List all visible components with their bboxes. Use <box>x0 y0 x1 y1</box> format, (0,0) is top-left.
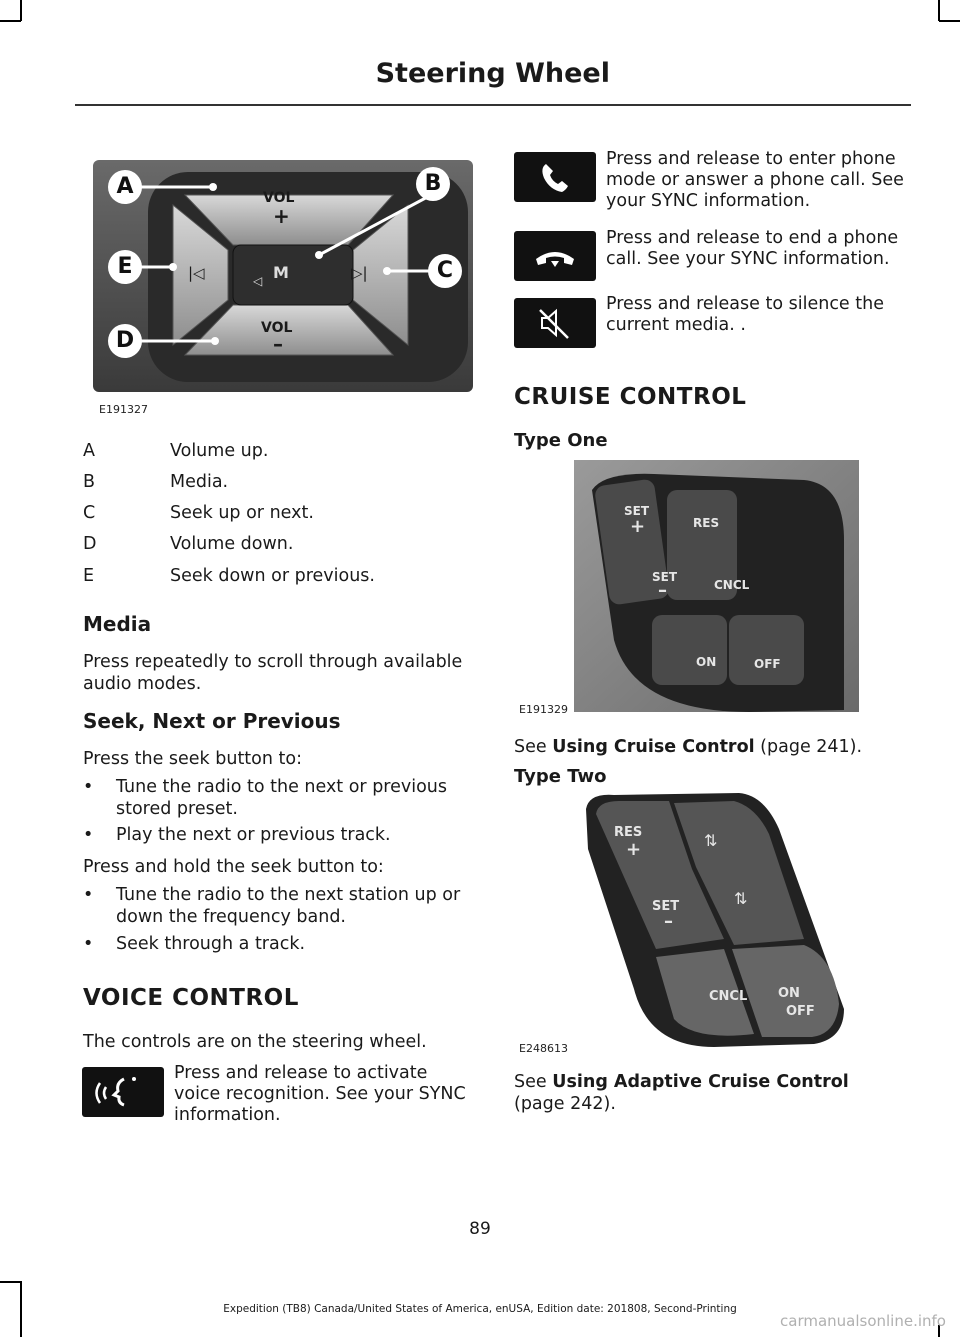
mute-icon <box>514 298 596 348</box>
set-plus-icon: + <box>630 516 646 537</box>
type-one-reference <box>514 736 862 758</box>
legend-key: E <box>83 566 95 586</box>
phone-end-text: Press and release to end a phone call. See your SYNC information. <box>606 228 899 269</box>
res-plus-label: RES <box>614 825 643 840</box>
type-two-heading: Type Two <box>514 766 607 787</box>
gap-increase-icon: ⇅ <box>704 831 718 850</box>
page-title: Steering Wheel <box>375 58 610 89</box>
crop-mark <box>20 0 22 21</box>
callout-e: E <box>108 250 142 284</box>
mute-text: Press and release to silence the current media. . <box>606 294 884 335</box>
edition-line: Expedition (TB8) Canada/United States of America, enUSA, Edition date: 201808, Second-Printing <box>223 1303 737 1315</box>
using-cruise-control-link[interactable]: Using Cruise Control <box>552 737 755 757</box>
cruise-control-heading: CRUISE CONTROL <box>514 384 747 410</box>
cncl-label: CNCL <box>714 578 750 592</box>
seek-press-intro: Press the seek button to: <box>83 749 302 769</box>
cncl-label: CNCL <box>709 989 748 1004</box>
see-text: See <box>514 737 547 757</box>
set-minus-icon: – <box>658 580 667 601</box>
figure-id: E248613 <box>519 1042 568 1055</box>
media-heading: Media <box>83 612 152 636</box>
set-minus-icon: – <box>664 911 673 932</box>
callout-d: D <box>108 324 142 358</box>
voice-icon-box <box>82 1067 164 1117</box>
mute-box <box>514 298 596 348</box>
vol-down-minus-icon: – <box>273 332 283 356</box>
vol-down-label: VOL <box>261 320 293 336</box>
on-label: ON <box>778 986 800 1001</box>
off-label: OFF <box>754 657 781 671</box>
mode-button-label: M <box>273 263 289 282</box>
bullet-dot: • <box>83 825 94 845</box>
voice-icon-text: Press and release to activate voice recognition. See your SYNC information. <box>174 1063 466 1125</box>
crop-mark <box>0 1281 21 1283</box>
seek-down-icon: |◁ <box>188 264 205 282</box>
type-two-reference <box>514 1071 894 1115</box>
bullet-dot: • <box>83 934 94 954</box>
callout-a: A <box>108 170 142 204</box>
svg-text:◁: ◁ <box>253 274 263 288</box>
legend-key: C <box>83 503 96 523</box>
phone-end-box <box>514 231 596 281</box>
media-body: Press repeatedly to scroll through available audio modes. <box>83 652 463 694</box>
legend-text: Seek up or next. <box>170 503 314 523</box>
crop-mark <box>939 20 960 22</box>
legend-key: A <box>83 441 95 461</box>
cruise-type-one-photo <box>574 460 859 712</box>
legend-key: B <box>83 472 96 492</box>
crop-mark <box>938 0 940 21</box>
bullet-dot: • <box>83 885 94 905</box>
bullet-dot: • <box>83 777 94 797</box>
voice-control-heading: VOICE CONTROL <box>83 985 299 1011</box>
figure-id: E191327 <box>99 403 148 416</box>
set-plus-label: SET <box>624 504 650 518</box>
callout-c: C <box>428 254 462 288</box>
vol-up-label: VOL <box>263 190 295 206</box>
phone-end-icon <box>514 231 596 281</box>
phone-answer-box <box>514 152 596 202</box>
page-ref: (page 242). <box>514 1094 616 1114</box>
legend-text: Media. <box>170 472 229 492</box>
page-ref: (page 241). <box>760 737 863 757</box>
type-one-heading: Type One <box>514 430 608 451</box>
phone-answer-icon <box>514 152 596 202</box>
bullet-text: Play the next or previous track. <box>116 825 391 845</box>
set-minus-label: SET <box>652 570 678 584</box>
on-label: ON <box>696 655 717 669</box>
off-label: OFF <box>786 1004 815 1019</box>
set-minus-label: SET <box>652 899 680 914</box>
callout-b: B <box>416 167 450 201</box>
legend-key: D <box>83 534 97 554</box>
crop-mark <box>0 20 21 22</box>
bullet-text: Seek through a track. <box>116 934 306 954</box>
legend-text: Volume up. <box>170 441 269 461</box>
seek-up-icon: ▷| <box>351 264 368 282</box>
using-adaptive-cruise-control-link[interactable]: Using Adaptive Cruise Control <box>552 1072 849 1092</box>
figure-id: E191329 <box>519 703 568 716</box>
legend-text: Seek down or previous. <box>170 566 375 586</box>
seek-hold-intro: Press and hold the seek button to: <box>83 857 384 877</box>
voice-recognition-icon <box>82 1067 164 1117</box>
res-plus-icon: + <box>626 839 642 860</box>
phone-answer-text: Press and release to enter phone mode or answer a phone call. See your SYNC information. <box>606 149 904 211</box>
page-number: 89 <box>469 1219 491 1239</box>
seek-heading: Seek, Next or Previous <box>83 709 341 733</box>
legend-text: Volume down. <box>170 534 294 554</box>
vol-up-plus-icon: + <box>273 204 290 228</box>
see-text: See <box>514 1072 547 1092</box>
watermark: carmanualsonline.info <box>780 1312 946 1330</box>
bullet-text: Tune the radio to the next station up or down the frequency band. <box>116 885 461 927</box>
voice-intro: The controls are on the steering wheel. <box>83 1032 427 1052</box>
bullet-text: Tune the radio to the next or previous stored preset. <box>116 777 448 819</box>
gap-decrease-icon: ⇅ <box>734 889 748 908</box>
header-rule <box>75 104 911 106</box>
cruise-type-two-photo <box>574 789 859 1051</box>
media-controls-photo <box>93 160 473 392</box>
res-label: RES <box>693 516 720 530</box>
